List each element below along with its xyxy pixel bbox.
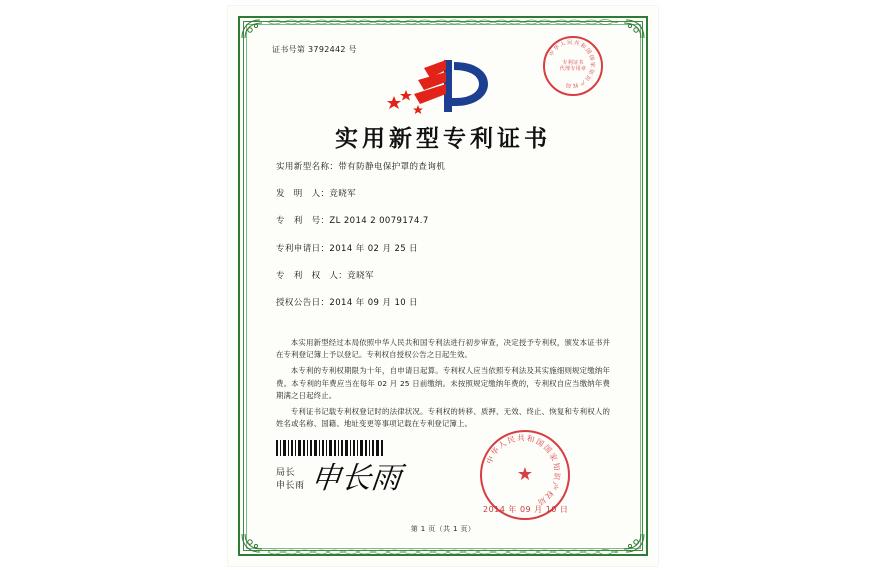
- seal-date-overlay: 2014 年 09 月 10 日: [483, 505, 569, 514]
- barcode-image: [276, 440, 386, 456]
- body-paragraph: 本专利的专利权期限为十年，自申请日起算。专利权人应当依照专利法及其实施细则规定缴纳年费。本专利的年费应当在每年 02 月 25 日前缴纳。未按照规定缴纳年费的，专利权自应当缴纳年费期满之日起终止。: [276, 366, 610, 400]
- svg-text:中华人民共和国国家知识产权局: 中华人民共和国国家知识产权局: [484, 433, 562, 508]
- page-footer: 第 1 页（共 1 页）: [410, 525, 476, 533]
- signature-block: [276, 461, 403, 496]
- seal-center-text: 专利证书 代理专用章: [559, 59, 587, 72]
- field-value: ZL 2014 2 0079174.7: [329, 216, 429, 227]
- top-ornament-band: [268, 14, 618, 28]
- agency-stamp-seal: [543, 36, 603, 96]
- field-value: 竞晓军: [329, 189, 357, 200]
- svg-text:中华人民共和国国家知识产权局: 中华人民共和国国家知识产权局: [548, 39, 596, 89]
- field-label: 授权公告日：: [276, 297, 330, 308]
- certificate-fields: [276, 162, 610, 325]
- field-value: 带有防静电保护罩的查询机: [338, 162, 446, 172]
- seal-star-icon: ★: [516, 464, 534, 485]
- field-row-grant-date: [276, 298, 610, 308]
- certificate-number: 证书号第 3792442 号: [272, 45, 357, 54]
- signature-label: [276, 464, 305, 493]
- field-row-invention-name: [276, 162, 610, 172]
- patent-certificate-document: [228, 6, 658, 566]
- certificate-content: [262, 32, 624, 540]
- field-label: 专 利 号：: [276, 216, 330, 227]
- signature-title: 局长: [276, 468, 296, 478]
- signature-name: 申长雨: [276, 481, 305, 492]
- field-label: 实用新型名称：: [276, 162, 339, 172]
- handwritten-signature: 申长雨: [308, 461, 403, 496]
- field-label: 发 明 人：: [276, 189, 330, 200]
- field-row-application-date: [276, 244, 610, 254]
- field-value: 2014 年 09 月 10 日: [329, 297, 419, 308]
- field-row-patentee: [276, 271, 610, 281]
- body-paragraph: 本实用新型经过本局依照中华人民共和国专利法进行初步审查，决定授予专利权，颁发本证书并在专利登记簿上予以登记。专利权自授权公告之日起生效。: [276, 338, 610, 360]
- field-label: 专利申请日：: [276, 243, 330, 254]
- field-value: 竞晓军: [347, 270, 374, 281]
- field-value: 2014 年 02 月 25 日: [329, 243, 419, 254]
- field-row-inventor: [276, 189, 610, 199]
- bottom-ornament-band: [268, 544, 618, 558]
- certificate-body-text: [276, 337, 610, 435]
- field-row-patent-number: [276, 216, 610, 226]
- page-title: 实用新型专利证书: [335, 126, 551, 152]
- body-paragraph: 专利证书记载专利权登记时的法律状况。专利权的转移、质押、无效、终止、恢复和专利权人的姓名或名称、国籍、地址变更等事项记载在专利登记簿上。: [276, 407, 610, 429]
- field-label: 专 利 权 人：: [276, 270, 348, 281]
